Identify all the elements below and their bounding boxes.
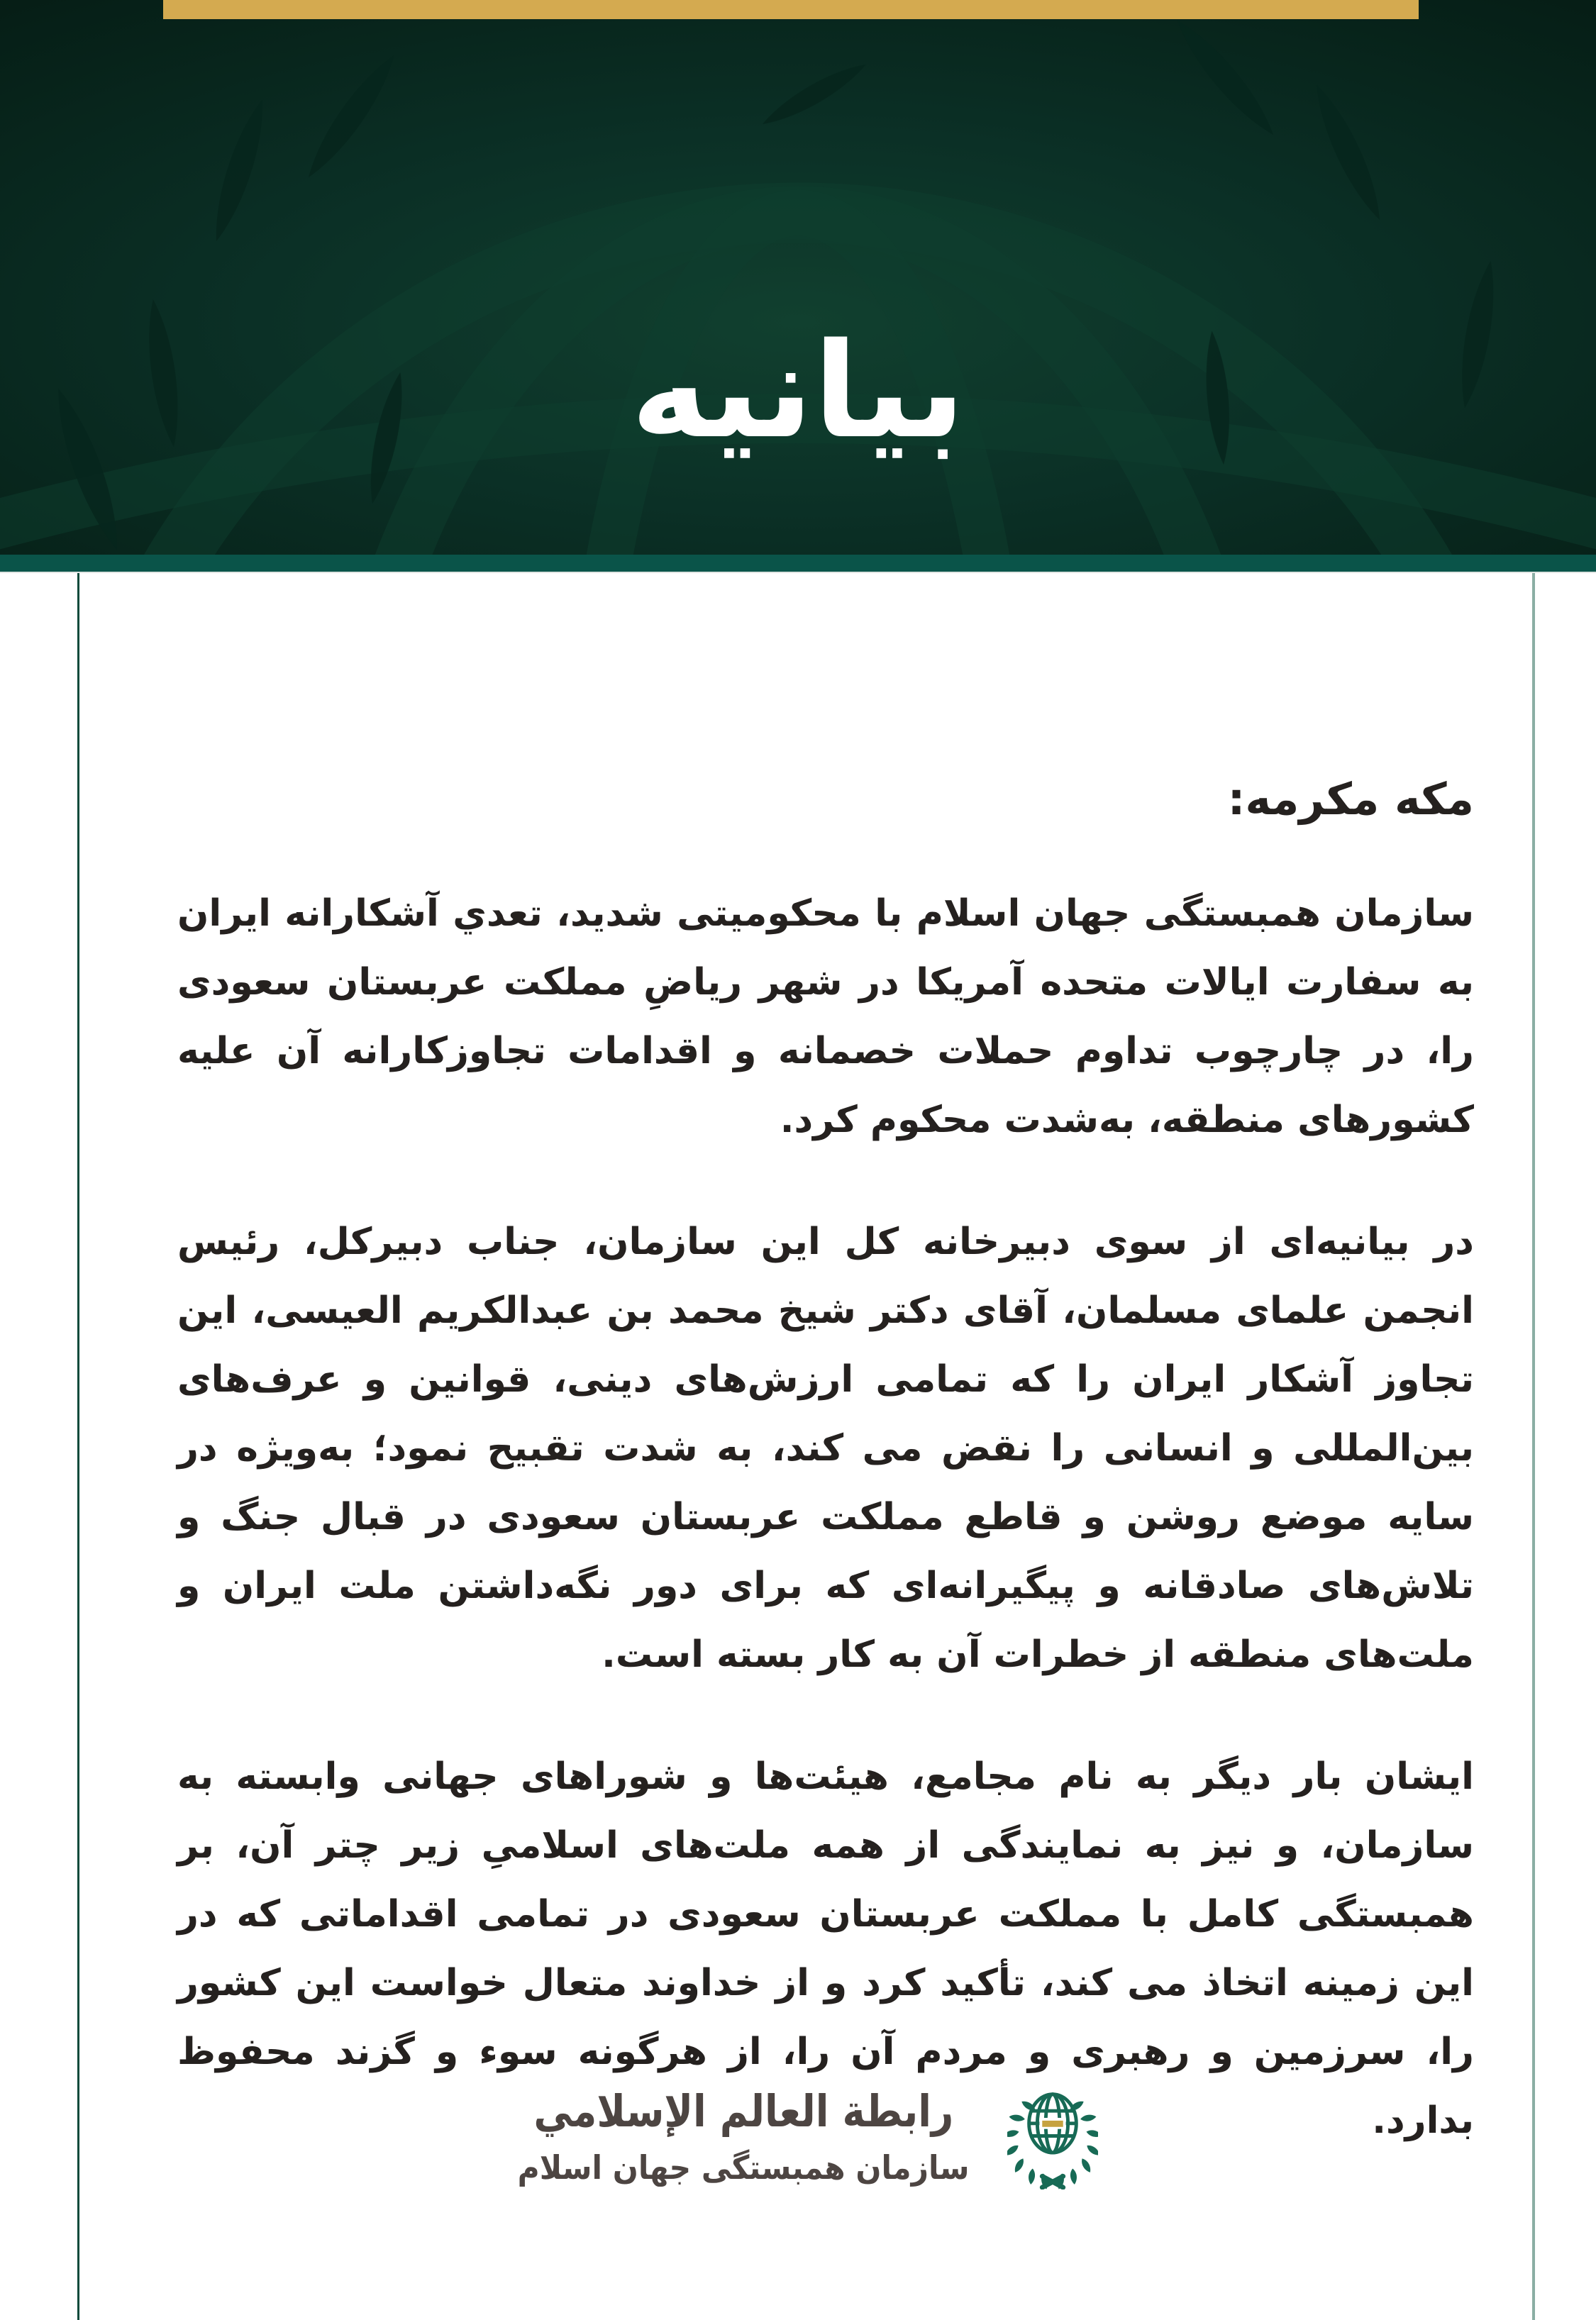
statement-paragraph-1: سازمان همبستگی جهان اسلام با محکومیتی شدید، تعدي آشکارانه ایران به سفارت ایالات متحده آمریکا در شهر ریاضِ مملکت عربستان سعودی را، در چارچوب تداوم حملات خصمانه و اقدامات تجاوزکارانه آن علیه کشورهای منطقه، به‌شدت محکوم کرد. <box>177 892 1474 1141</box>
statement-paragraph-3: ایشان بار دیگر به نام مجامع، هیئت‌ها و شوراهای جهانی وابسته به سازمان، و نیز به نمایندگی از همه ملت‌های اسلامیِ زیر چتر آن، بر همبستگی کامل با مملکت عربستان سعودی در تمامی اقداماتی که در این زمینه اتخاذ می کند، تأکید کرد و از خداوند متعال خواست این کشور را، سرزمین و رهبری و مردم آن را، از هرگونه سوء و گزند محفوظ بدارد. <box>177 1755 1474 2142</box>
statement-paragraph-2: در بیانیه‌ای از سوی دبیرخانه کل این سازمان، جناب دبیرکل، رئیس انجمن علمای مسلمان، آقای دکتر شیخ محمد بن عبدالکریم العیسی، این تجاوز آشکار ایران را که تمامی ارزش‌های دینی، قوانین و عرف‌های بین‌المللی و انسانی را نقض می کند، به شدت تقبیح نمود؛ به‌ویژه در سایه موضع روشن و قاطع مملکت عربستان سعودی در قبال جنگ و تلاش‌های صادقانه و پیگیرانه‌ای که برای دور نگه‌داشتن ملت ایران و ملت‌های منطقه از خطرات آن به کار بسته است. <box>177 1221 1474 1676</box>
dateline-heading: مکه مکرمه: <box>1227 773 1474 825</box>
organization-name: سازمان همبستگی جهان اسلام <box>517 2148 970 2187</box>
left-accent-rule <box>77 573 79 2320</box>
kaaba-door-gold-icon <box>1042 2121 1063 2127</box>
organization-logo-block <box>0 2082 1596 2189</box>
header-decoration <box>0 0 1596 555</box>
header-banner <box>0 0 1596 555</box>
mwl-globe-emblem-icon <box>1007 2082 1098 2189</box>
right-accent-rule <box>1532 573 1535 2320</box>
logo-text-column <box>498 2085 989 2187</box>
divider-band <box>0 555 1596 573</box>
statement-body <box>177 760 1474 2209</box>
page-title: بیانیه <box>631 314 965 467</box>
gold-accent-bar <box>163 0 1419 19</box>
arabic-calligraphy-logotype: رابطة العالم الإسلامي <box>533 2085 953 2137</box>
